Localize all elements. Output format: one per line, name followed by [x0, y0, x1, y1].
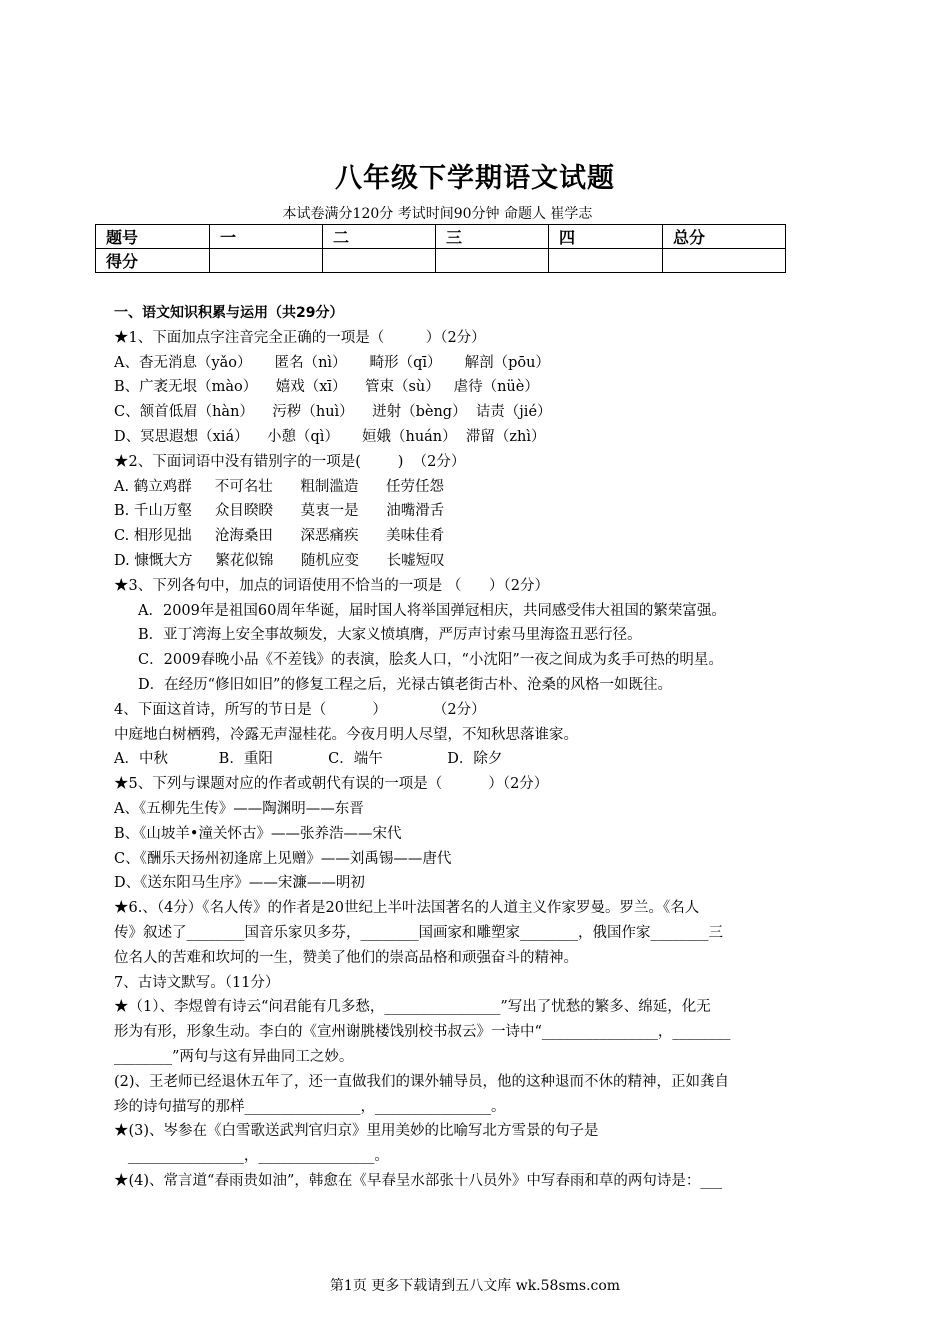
question-3-option-c: C．2009春晚小品《不差钱》的表演，脍炙人口，“小沈阳”一夜之间成为炙手可热的明星。 [138, 652, 723, 669]
question-2-option-d: D. 慷慨大方 繁花似锦 随机应变 长嘘短叹 [114, 552, 445, 569]
question-1-option-d: D、冥思遐想（xiá） 小憩（qì） 姮娥（huán） 滞留（zhì） [114, 428, 546, 445]
exam-content [114, 301, 838, 1194]
question-6-cont: 传》叙述了________国音乐家贝多芬，________国画家和雕塑家________，俄国作家________三 [114, 924, 723, 941]
header-cell: 四 [549, 225, 663, 249]
question-5: ★5、下列与课题对应的作者或朝代有误的一项是（ ）（2分） [114, 776, 549, 793]
question-7-1-cont: ________”两句与这有异曲同工之妙。 [114, 1048, 354, 1065]
question-7-1-cont: 形为有形，形象生动。李白的《宣州谢朓楼饯别校书叔云》一诗中“________________，________ [114, 1024, 731, 1041]
question-7: 7、古诗文默写。（11分） [114, 974, 280, 991]
question-7-2-cont: 珍的诗句描写的那样________________，________________。 [114, 1098, 506, 1115]
question-7-3: ★(3)、岑参在《白雪歌送武判官归京》里用美妙的比喻写北方雪景的句子是 [114, 1123, 599, 1140]
question-2-option-a: A. 鹤立鸡群 不可名壮 粗制滥造 任劳任怨 [114, 478, 445, 495]
question-3-option-d: D．在经历“修旧如旧”的修复工程之后，光禄古镇老街古朴、沧桑的风格一如既往。 [138, 676, 672, 693]
question-5-option-c: C、《酬乐天扬州初逢席上见赠》——刘禹锡——唐代 [114, 850, 452, 867]
question-2-option-b: B. 千山万壑 众目睽睽 莫衷一是 油嘴滑舌 [114, 503, 445, 520]
header-cell: 一 [210, 225, 323, 249]
question-7-1: ★（1）、李煜曾有诗云“问君能有几多愁，________________”写出了忧愁的繁多、绵延，化无 [114, 999, 711, 1016]
page-title: 八年级下学期语文试题 [335, 163, 615, 194]
section-heading: 一、语文知识积累与运用（共29分） [114, 305, 344, 321]
question-5-option-d: D、《送东阳马生序》——宋濂——明初 [114, 875, 365, 892]
page-footer: 第1页 更多下载请到五八文库 wk.58sms.com [329, 1278, 621, 1294]
score-cell [549, 249, 663, 273]
question-7-3-cont: ________________，________________。 [114, 1148, 389, 1165]
row-label: 得分 [96, 249, 210, 273]
score-table-score-row [96, 249, 786, 273]
question-6-cont: 位名人的苦难和坎坷的一生，赞美了他们的崇高品格和顽强奋斗的精神。 [114, 949, 578, 966]
question-1-option-a: A、杳无消息（yǎo） 匿名（nì） 畸形（qī） 解剖（pōu） [114, 354, 550, 371]
question-3: ★3、下列各句中，加点的词语使用不恰当的一项是 （ ）（2分） [114, 577, 549, 594]
question-2-option-c: C. 相形见拙 沧海桑田 深恶痛疾 美味佳肴 [114, 528, 445, 545]
exam-info: 本试卷满分120分 考试时间90分钟 命题人 崔学志 [282, 206, 593, 222]
score-cell [663, 249, 786, 273]
score-cell [210, 249, 323, 273]
question-2: ★2、下面词语中没有错别字的一项是( ) （2分） [114, 453, 466, 470]
question-7-2: (2)、王老师已经退休五年了，还一直做我们的课外辅导员，他的这种退而不休的精神，正如龚自 [114, 1073, 730, 1090]
question-4: 4、下面这首诗，所写的节日是（ ） （2分） [114, 701, 486, 718]
question-5-option-a: A、《五柳先生传》——陶渊明——东晋 [114, 800, 364, 817]
question-4-options: A．中秋 B．重阳 C．端午 D．除夕 [114, 751, 503, 768]
score-cell [323, 249, 436, 273]
question-1-option-b: B、广袤无垠（mào） 嬉戏（xī） 管束（sù） 虐待（nüè） [114, 379, 539, 396]
header-cell: 三 [436, 225, 549, 249]
question-6: ★6.、（4分）《名人传》的作者是20世纪上半叶法国著名的人道主义作家罗曼。罗兰。《名人 [114, 900, 700, 917]
header-cell: 题号 [96, 225, 210, 249]
score-table-header-row [96, 225, 786, 249]
question-3-option-a: A．2009年是祖国60周年华诞，届时国人将举国弹冠相庆，共同感受伟大祖国的繁荣富强。 [138, 602, 726, 619]
question-1-option-c: C、颔首低眉（hàn） 污秽（huì） 迸射（bèng） 诘责（jié） [114, 404, 552, 421]
header-cell: 总分 [663, 225, 786, 249]
question-5-option-b: B、《山坡羊•潼关怀古》——张养浩——宋代 [114, 825, 402, 842]
header-cell: 二 [323, 225, 436, 249]
question-3-option-b: B．亚丁湾海上安全事故频发，大家义愤填膺，严厉声讨索马里海盗丑恶行径。 [138, 627, 642, 644]
question-7-4: ★(4)、常言道“春雨贵如油”，韩愈在《早春呈水部张十八员外》中写春雨和草的两句诗是：___ [114, 1172, 723, 1189]
question-1: ★1、下面加点字注音完全正确的一项是（ ）（2分） [114, 329, 486, 346]
question-4-poem: 中庭地白树栖鸦，冷露无声湿桂花。今夜月明人尽望，不知秋思落谁家。 [114, 726, 578, 743]
score-table [95, 224, 786, 273]
score-cell [436, 249, 549, 273]
